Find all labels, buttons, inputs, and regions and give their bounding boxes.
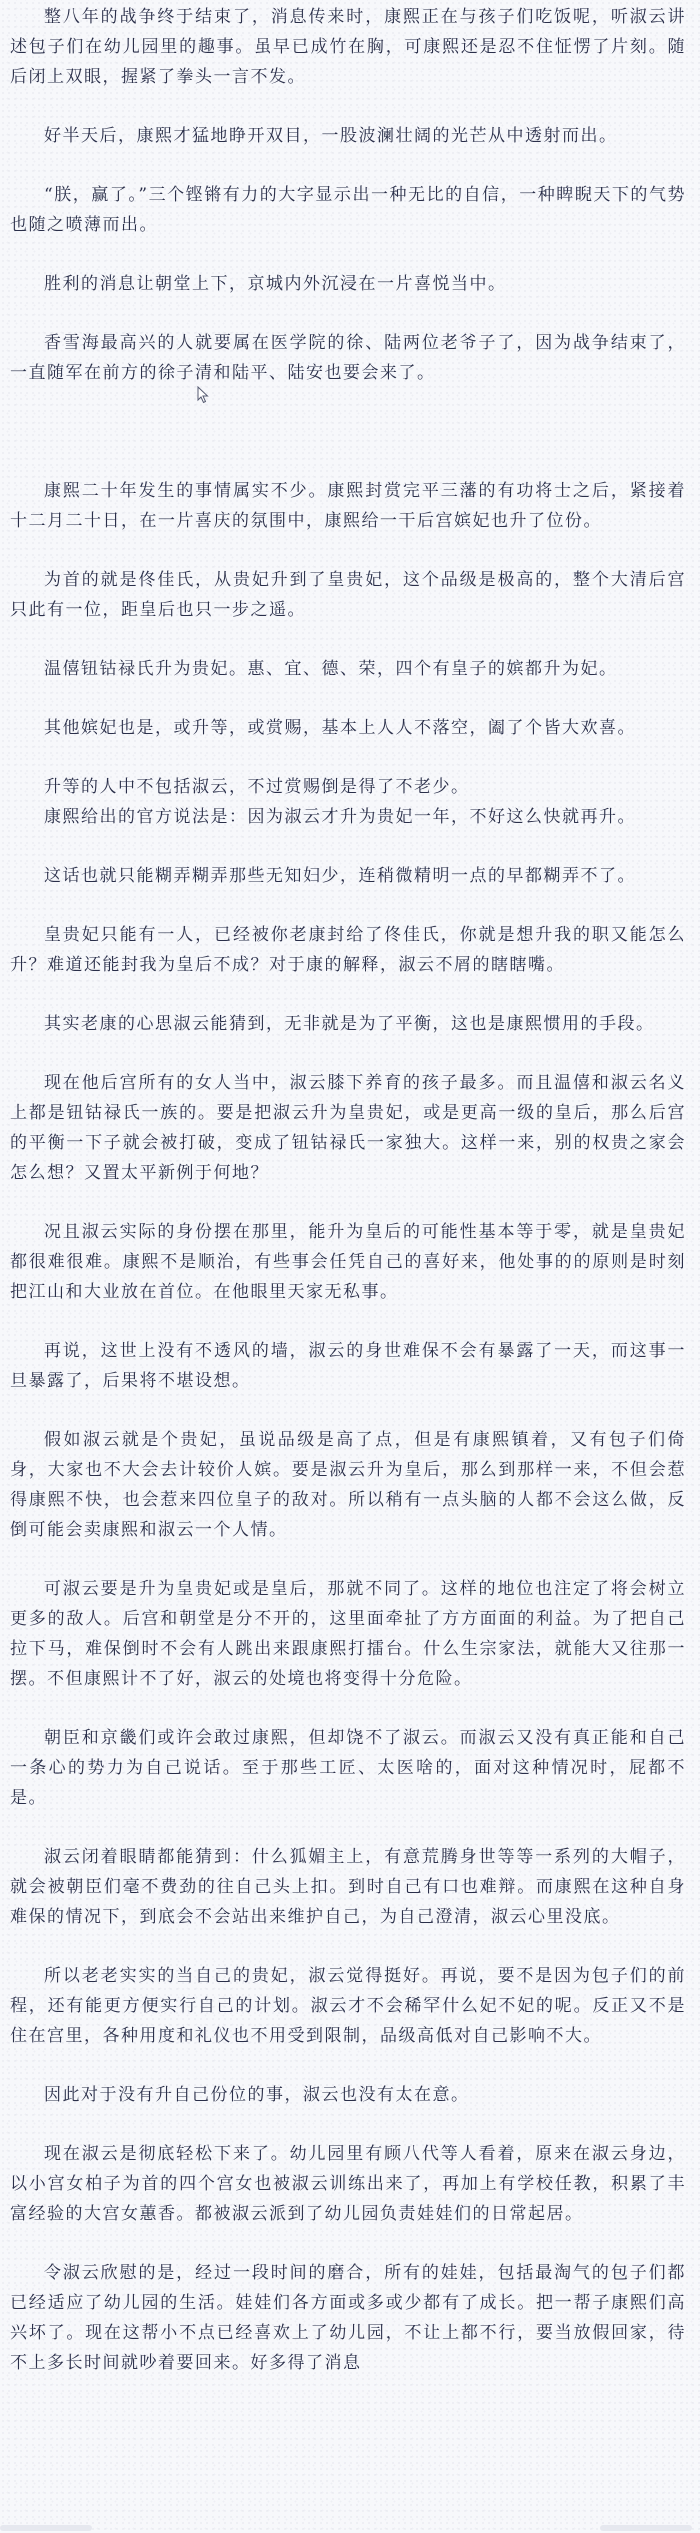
paragraph: 可淑云要是升为皇贵妃或是皇后，那就不同了。这样的地位也注定了将会树立更多的敌人。后宫和朝堂是分不开的，这里面牵扯了方方面面的利益。为了把自己拉下马，难保倒时不会有人跳出来跟康熙打擂台。什么生宗家法，就能大又往那一摆。不但康熙计不了好，淑云的处境也将变得十分危险。 bbox=[10, 1579, 686, 1689]
paragraph: 现在他后宫所有的女人当中，淑云膝下养育的孩子最多。而且温僖和淑云名义上都是钮钴禄氏一族的。要是把淑云升为皇贵妃，或是更高一级的皇后，那么后宫的平衡一下子就会被打破，变成了钮钴禄氏一家独大。这样一来，别的权贵之家会怎么想？又置太平新例于何地？ bbox=[10, 1073, 686, 1183]
paragraph: 现在淑云是彻底轻松下来了。幼儿园里有顾八代等人看着，原来在淑云身边，以小宫女柏子为首的四个宫女也被淑云训练出来了，再加上有学校任教，积累了丰富经验的大宫女蕙香。都被淑云派到了幼儿园负责娃娃们的日常起居。 bbox=[10, 2144, 686, 2224]
paragraph: 其他嫔妃也是，或升等，或赏赐，基本上人人不落空，阖了个皆大欢喜。 bbox=[44, 718, 636, 738]
paragraph: 假如淑云就是个贵妃，虽说品级是高了点，但是有康熙镇着，又有包子们倚身，大家也不大会去计较价人嫔。要是淑云升为皇后，那么到那样一来，不但会惹得康熙不快，也会惹来四位皇子的敌对。所以稍有一点头脑的人都不会这么做，反倒可能会卖康熙和淑云一个人情。 bbox=[10, 1430, 686, 1540]
paragraph: 胜利的消息让朝堂上下，京城内外沉浸在一片喜悦当中。 bbox=[44, 274, 507, 294]
paragraph: 再说，这世上没有不透风的墙，淑云的身世难保不会有暴露了一天，而这事一旦暴露了，后果将不堪设想。 bbox=[10, 1341, 686, 1391]
paragraph: 好半天后，康熙才猛地睁开双目，一股波澜壮阔的光芒从中透射而出。 bbox=[44, 126, 618, 146]
paragraph: 淑云闭着眼睛都能猜到：什么狐媚主上，有意荒腾身世等等一系列的大帽子，就会被朝臣们毫不费劲的往自己头上扣。到时自己有口也难辩。而康熙在这种自身难保的情况下，到底会不会站出来维护自己，为自己澄清，淑云心里没底。 bbox=[10, 1847, 686, 1927]
paragraph: 这话也就只能糊弄糊弄那些无知妇少，连稍微精明一点的早都糊弄不了。 bbox=[44, 866, 636, 886]
paragraph: 升等的人中不包括淑云，不过赏赐倒是得了不老少。 bbox=[44, 777, 470, 797]
paragraph: 所以老老实实的当自己的贵妃，淑云觉得挺好。再说，要不是因为包子们的前程，还有能更方便实行自己的计划。淑云才不会稀罕什么妃不妃的呢。反正又不是住在宫里，各种用度和礼仪也不用受到限制，品级高低对自己影响不大。 bbox=[10, 1966, 686, 2046]
paragraph: 况且淑云实际的身份摆在那里，能升为皇后的可能性基本等于零，就是皇贵妃都很难很难。康熙不是顺治，有些事会任凭自己的喜好来，他处事的的原则是时刻把江山和大业放在首位。在他眼里天家无私事。 bbox=[10, 1222, 686, 1302]
paragraph: 温僖钮钴禄氏升为贵妃。惠、宜、德、荣，四个有皇子的嫔都升为妃。 bbox=[44, 659, 618, 679]
paragraph: 整八年的战争终于结束了，消息传来时，康熙正在与孩子们吃饭呢，听淑云讲述包子们在幼儿园里的趣事。虽早已成竹在胸，可康熙还是忍不住怔愣了片刻。随后闭上双眼，握紧了拳头一言不发。 bbox=[10, 7, 686, 87]
paragraph: 朝臣和京畿们或许会敢过康熙，但却饶不了淑云。而淑云又没有真正能和自己一条心的势力为自己说话。至于那些工匠、太医啥的，面对这种情况时，屁都不是。 bbox=[10, 1728, 686, 1808]
paragraph: 香雪海最高兴的人就要属在医学院的徐、陆两位老爷子了，因为战争结束了，一直随军在前方的徐子清和陆平、陆安也要会来了。 bbox=[10, 333, 686, 383]
paragraph: 康熙二十年发生的事情属实不少。康熙封赏完平三藩的有功将士之后，紧接着十二月二十日，在一片喜庆的氛围中，康熙给一干后宫嫔妃也升了位份。 bbox=[10, 481, 686, 531]
paragraph: 因此对于没有升自己份位的事，淑云也没有太在意。 bbox=[44, 2085, 470, 2105]
paragraph: 为首的就是佟佳氏，从贵妃升到了皇贵妃，这个品级是极高的，整个大清后宫只此有一位，距皇后也只一步之遥。 bbox=[10, 570, 686, 620]
scrollbar-right-stub bbox=[600, 2525, 692, 2531]
scrollbar-left-stub bbox=[0, 2525, 92, 2531]
paragraph: “朕，赢了。”三个铿锵有力的大字显示出一种无比的自信，一种睥睨天下的气势也随之喷薄而出。 bbox=[10, 185, 686, 235]
paragraph: 康熙给出的官方说法是：因为淑云才升为贵妃一年，不好这么快就再升。 bbox=[44, 807, 636, 827]
paragraph: 皇贵妃只能有一人，已经被你老康封给了佟佳氏，你就是想升我的职又能怎么升？难道还能封我为皇后不成？对于康的解释，淑云不屑的瞎瞎嘴。 bbox=[10, 925, 686, 975]
paragraph: 其实老康的心思淑云能猜到，无非就是为了平衡，这也是康熙惯用的手段。 bbox=[44, 1014, 655, 1034]
paragraph: 令淑云欣慰的是，经过一段时间的磨合，所有的娃娃，包括最淘气的包子们都已经适应了幼儿园的生活。娃娃们各方面或多或少都有了成长。把一帮子康熙们高兴坏了。现在这帮小不点已经喜欢上了幼儿园，不让上都不行，要当放假回家，待不上多长时间就吵着要回来。好多得了消息 bbox=[10, 2263, 686, 2373]
